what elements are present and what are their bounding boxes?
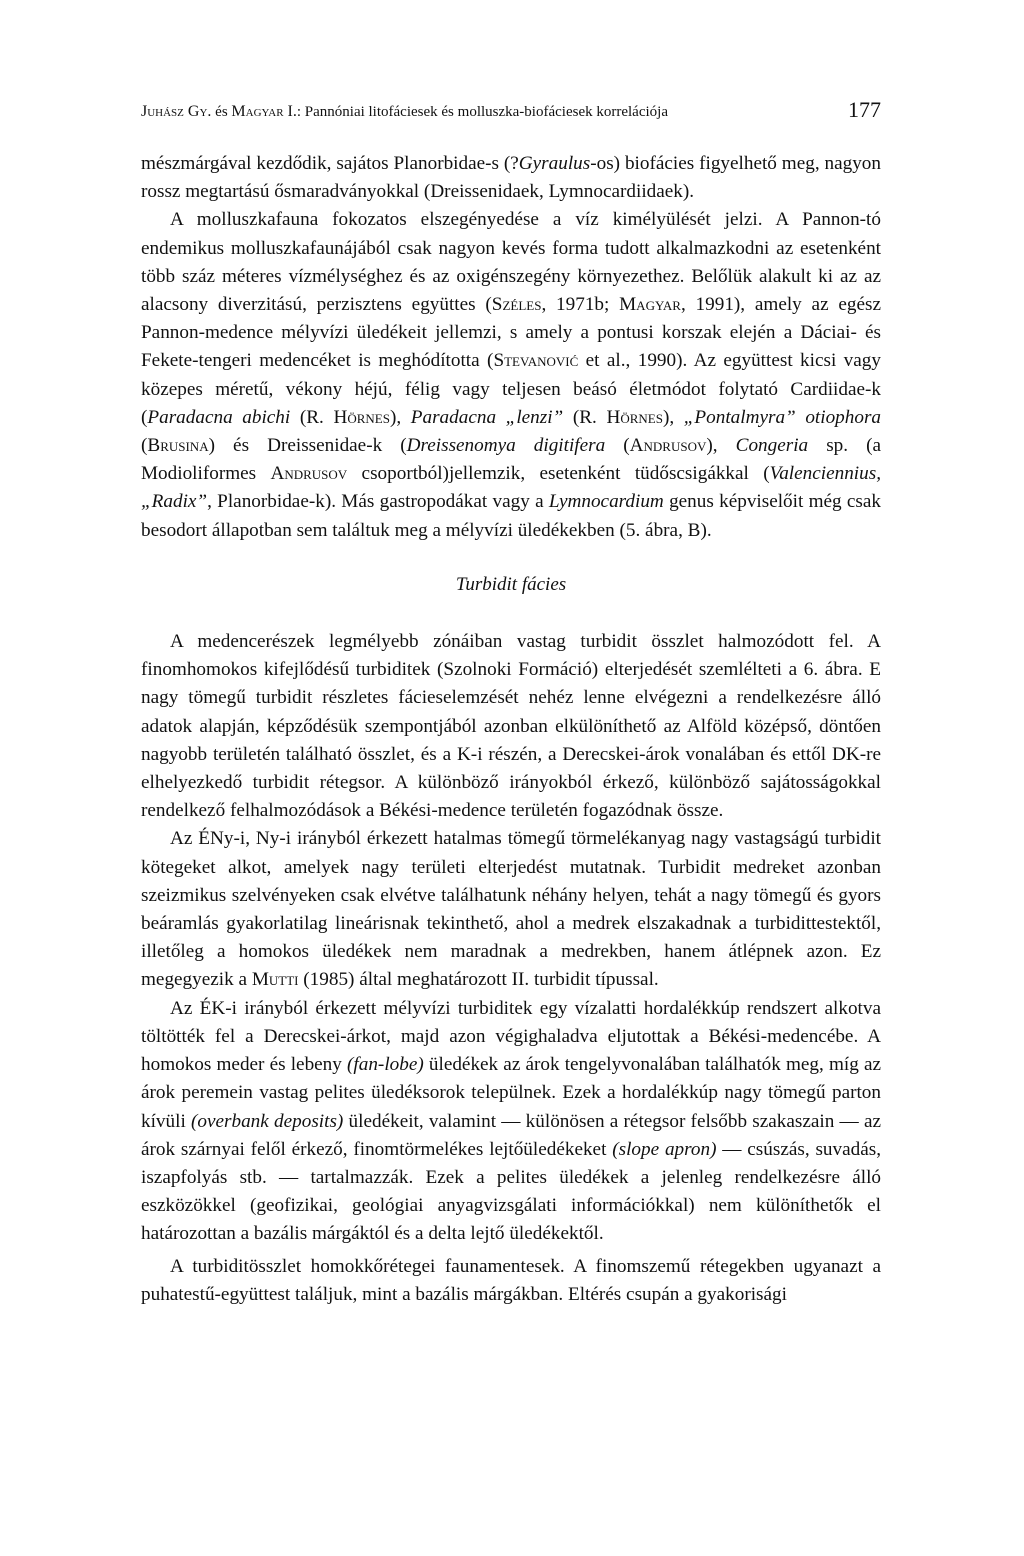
taxon-name: „Pontalmyra” otiophora — [683, 406, 882, 428]
citation-author: Magyar — [619, 294, 681, 316]
paragraph-4 — [141, 825, 881, 994]
citation-author: Andrusov — [270, 463, 348, 485]
citation-author: Mutti — [251, 969, 299, 991]
text-run: , Planorbidae-k). Más gastropodákat vagy a — [207, 491, 549, 513]
text-run: , 1991), amely az egész Pannon-medence mélyvízi üledékeit jellemzi, s amely a pontusi korszak elején a Dáciai- és Fekete-tengeri medencéket is meghódította ( — [141, 294, 881, 372]
paragraph-1 — [141, 150, 881, 206]
citation-author: Hörnes — [333, 406, 390, 428]
text-run: ( — [141, 435, 148, 457]
text-run: Az ÉNy-i, Ny-i irányból érkezett hatalmas tömegű törmelékanyag nagy vastagságú turbidit kötegeket alkot, amelyek nagy területi elterjedést mutatnak. Turbidit medreket azonban szeizmikus szelvényeken csak elvétve találhatunk néhány helyen, tehát a nagy tömegű és gyors beáramlás gyakorlatilag lineárisnak tekinthető, ahol a medrek elszakadnak a turbidittestektől, illetőleg a homokos üledékek nem maradnak a medrekben, hanem átlépnek azon. Ez megegyezik a — [141, 828, 881, 991]
paragraph-2 — [141, 206, 881, 544]
text-run: mészmárgával kezdődik, sajátos Planorbidae-s (? — [141, 153, 519, 174]
text-run: üledékek az árok tengelyvonalában találhatók meg, míg az árok peremein vastag pelites üledéksorok települnek. Ezek a hordalékkúp nagy tömegű parton kívüli — [141, 1054, 881, 1132]
text-run: (1985) által meghatározott II. turbidit típussal. — [298, 969, 659, 991]
paragraph-3: A medencerészek legmélyebb zónáiban vastag turbidit összlet halmozódott fel. A finomhomokos kifejlődésű turbiditek (Szolnoki Formáció) elterjedését szemlélteti a 6. ábra. E nagy tömegű turbidit részletes fácieselemzését nehéz lenne elvégezni a rendelkezésre álló adatok alapján, képződésük szempontjából azonban elkülöníthető az Alföld középső, döntően nagyobb területén található összlet, és a K-i részén, a Derecskei-árok vonalában és ettől DK-re elhelyezkedő turbidit rétegsor. A különböző irányokból érkező, különböző sajátosságokkal rendelkező felhalmozódások a Békési-medence területén fogazódnak össze. — [141, 631, 881, 822]
text-run: genus képviselőit még csak besodort állapotban sem találtuk meg a mélyvízi üledékekben (5. ábra, B). — [141, 491, 882, 541]
taxon-name: Valenciennius, „Radix” — [141, 463, 881, 513]
running-head — [141, 97, 881, 123]
running-head-conjunction: és — [211, 104, 232, 120]
text-run: ), — [389, 406, 411, 428]
running-head-author-2: Magyar I. — [231, 103, 297, 120]
taxon-name: Paradacna „lenzi” — [410, 406, 564, 428]
text-run: ), — [706, 435, 736, 457]
citation-author: Széles — [491, 294, 542, 316]
taxon-name: Lymnocardium — [548, 491, 664, 513]
text-run: A molluszkafauna fokozatos elszegényedése a víz kimélyülését jelzi. A Pannon-tó endemikus molluszkafaunájából csak nagyon kevés forma tudott alkalmazkodni az esetenként több száz méteres vízmélységhez és az oxigénszegény környezethez. Belőlük alakult ki az az alacsony diverzitású, perzisztens együttes ( — [141, 209, 881, 316]
text-run: — csúszás, suvadás, iszapfolyás stb. — tartalmazzák. Ezek a pelites üledékek a jelenleg rendelkezésre álló eszközökkel (geofizikai, geológiai anyagvizsgálati információkkal) nem különíthetők el határozottan a bazális márgáktól és a delta lejtő üledékektől. — [141, 1138, 881, 1245]
section-heading: Turbidit fácies — [455, 573, 567, 595]
text-run: csoportból)jellemzik, esetenként tüdőscsigákkal ( — [347, 463, 770, 485]
citation-author: Andrusov — [629, 435, 707, 457]
english-term: (fan-lobe) — [347, 1054, 424, 1076]
citation-author: Stevanović — [493, 350, 579, 372]
citation-author: Hörnes — [606, 406, 663, 428]
text-run: ), — [662, 406, 684, 428]
taxon-name: Paradacna abichi — [147, 406, 291, 428]
paragraph-6: A turbiditösszlet homokkőrétegei faunamentesek. A finomszemű rétegekben ugyanazt a puhatestű-együttest találjuk, mint a bazális márgákban. Eltérés csupán a gyakorisági — [141, 1255, 881, 1305]
english-term: (overbank deposits) — [191, 1110, 344, 1132]
text-run: , 1971b; — [541, 294, 620, 316]
running-head-title: : Pannóniai litofáciesek és molluszka-biofáciesek korrelációja — [296, 104, 668, 120]
taxon-name: Congeria — [735, 435, 809, 457]
text-run: -os) biofácies figyelhető meg, nagyon rossz megtartású ősmaradványokkal (Dreissenidaek, Lymnocardiidaek). — [141, 153, 881, 203]
text-run: ) és Dreissenidae-k ( — [208, 435, 407, 457]
paragraph-5 — [141, 995, 881, 1249]
text-run: Az ÉK-i irányból érkezett mélyvízi turbiditek egy vízalatti hordalékkúp rendszert alkotva töltötték fel a Derecskei-árkot, majd azon végighaladva eljutottak a Békési-medencébe. A homokos meder és lebeny — [141, 997, 881, 1076]
taxon-name: Gyraulus — [518, 153, 591, 174]
text-run: (R. — [563, 406, 607, 428]
english-term: (slope apron) — [612, 1138, 717, 1160]
citation-author: Brusina — [147, 435, 209, 457]
running-head-author-1: Juhász Gy. — [141, 103, 212, 120]
text-run: üledékeit, valamint — különösen a rétegsor felsőbb szakaszain — az árok szárnyai felől érkező, finomtörmelékes lejtőüledékeket — [141, 1110, 881, 1160]
page-number: 177 — [848, 97, 881, 122]
text-run: ( — [605, 435, 630, 457]
text-run: sp. (a Modioliformes — [141, 435, 882, 485]
text-run: (R. — [290, 406, 334, 428]
text-run: et al., 1990). Az együttest kicsi vagy közepes méretű, vékony héjú, félig vagy teljesen beásó életmódot folytató Cardiidae-k ( — [141, 350, 881, 428]
taxon-name: Dreissenomya digitifera — [406, 435, 606, 457]
body-text — [141, 150, 881, 1309]
